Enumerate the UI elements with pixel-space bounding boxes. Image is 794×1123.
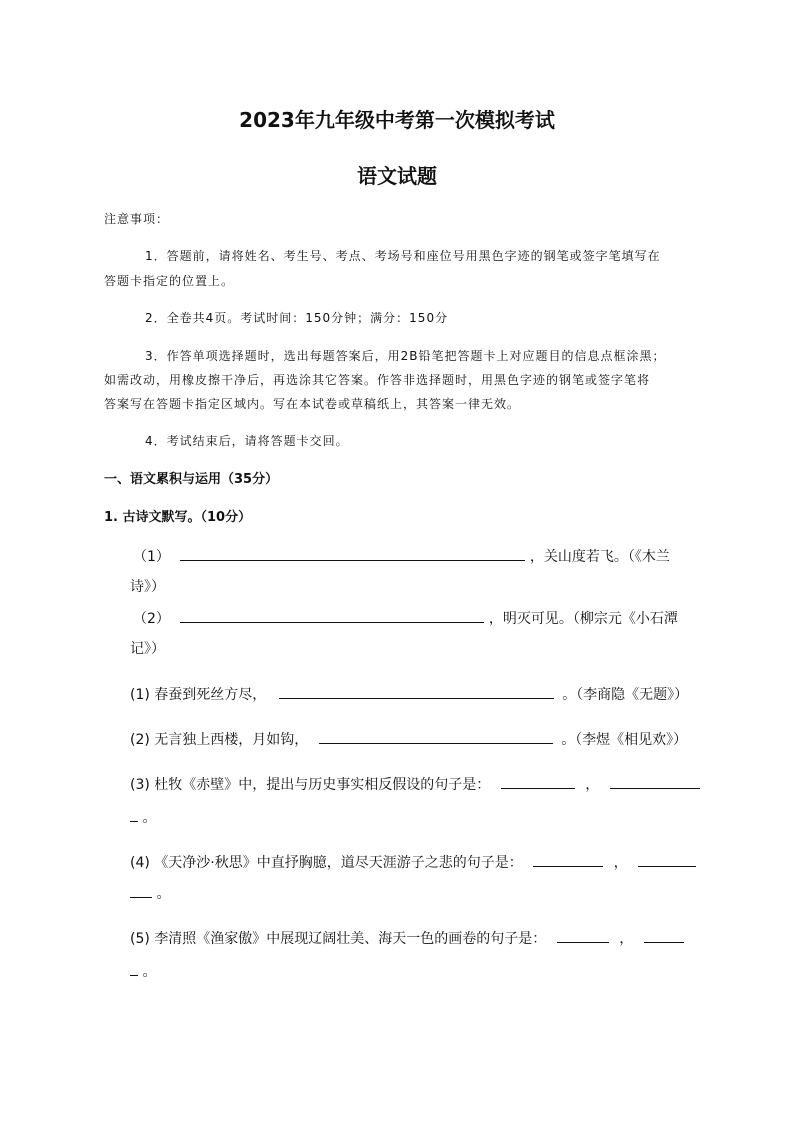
answer-blank[interactable] xyxy=(130,960,138,976)
item-number: （1） xyxy=(133,549,170,565)
item-continuation xyxy=(130,882,170,903)
item-text-after: ，关山度若飞。（《木兰 xyxy=(529,549,670,565)
answer-blank[interactable] xyxy=(130,806,138,822)
answer-blank[interactable] xyxy=(180,545,525,561)
item-number: （2） xyxy=(133,611,170,627)
item-text-before: (1) 春蚕到死丝方尽， xyxy=(130,687,267,703)
answer-blank[interactable] xyxy=(180,607,484,623)
notice-item-3-line-1: 3．作答单项选择题时，选出每题答案后，用2B铅笔把答题卡上对应题目的信息点框涂黑； xyxy=(145,349,666,363)
answer-blank[interactable] xyxy=(533,851,603,867)
item-continuation xyxy=(130,960,156,981)
notice-item-3-line-3: 答案写在答题卡指定区域内。写在本试卷或草稿纸上，其答案一律无效。 xyxy=(104,397,521,411)
item-separator: ， xyxy=(619,931,634,947)
item-text-after: 。（李商隐《无题》） xyxy=(562,687,689,703)
dictation-item xyxy=(130,683,688,704)
item-continuation xyxy=(130,806,156,827)
answer-blank[interactable] xyxy=(638,851,696,867)
item-continuation: 记》） xyxy=(130,641,165,657)
item-text-before: (5) 李清照《渔家傲》中展现辽阔壮美、海天一色的画卷的句子是： xyxy=(130,931,547,947)
dictation-item xyxy=(133,607,678,628)
item-text-before: (4) 《天净沙·秋思》中直抒胸臆，道尽天涯游子之悲的句子是： xyxy=(130,855,523,871)
answer-blank[interactable] xyxy=(501,773,575,789)
dictation-item xyxy=(130,851,696,872)
item-text-before: (2) 无言独上西楼，月如钩， xyxy=(130,732,309,748)
answer-blank[interactable] xyxy=(130,882,152,898)
item-end: 。 xyxy=(156,886,171,902)
exam-subtitle: 语文试题 xyxy=(357,164,437,188)
notice-item-3-line-2: 如需改动，用橡皮擦干净后，再选涂其它答案。作答非选择题时，用黑色字迹的钢笔或签字笔将 xyxy=(104,373,651,387)
item-end: 。 xyxy=(142,964,157,980)
dictation-item xyxy=(130,728,687,749)
notice-item-4-line-1: 4．考试结束后，请将答题卡交回。 xyxy=(145,434,349,448)
item-end: 。 xyxy=(142,810,157,826)
item-continuation: 诗》） xyxy=(130,579,165,595)
item-separator: ， xyxy=(613,855,628,871)
notice-heading: 注意事项： xyxy=(104,212,170,226)
question-1-title: 1. 古诗文默写。（10分） xyxy=(104,510,252,525)
answer-blank[interactable] xyxy=(557,927,609,943)
answer-blank[interactable] xyxy=(319,728,553,744)
section-1-title: 一、语文累积与运用（35分） xyxy=(104,472,279,487)
notice-item-2-line-1: 2．全卷共4页。考试时间：150分钟；满分：150分 xyxy=(145,311,449,325)
item-separator: ， xyxy=(585,777,600,793)
dictation-item xyxy=(133,545,670,566)
notice-item-1-line-1: 1．答题前，请将姓名、考生号、考点、考场号和座位号用黑色字迹的钢笔或签字笔填写在 xyxy=(145,249,661,263)
item-text-after: ，明灭可见。（柳宗元《小石潭 xyxy=(488,611,678,627)
item-text-after: 。（李煜《相见欢》） xyxy=(561,732,688,748)
item-text-before: (3) 杜牧《赤壁》中，提出与历史事实相反假设的句子是： xyxy=(130,777,491,793)
answer-blank[interactable] xyxy=(610,773,700,789)
dictation-item xyxy=(130,773,700,794)
exam-title: 2023年九年级中考第一次模拟考试 xyxy=(239,108,555,132)
notice-item-1-line-2: 答题卡指定的位置上。 xyxy=(104,274,235,288)
answer-blank[interactable] xyxy=(279,683,554,699)
answer-blank[interactable] xyxy=(644,927,684,943)
dictation-item xyxy=(130,927,684,948)
